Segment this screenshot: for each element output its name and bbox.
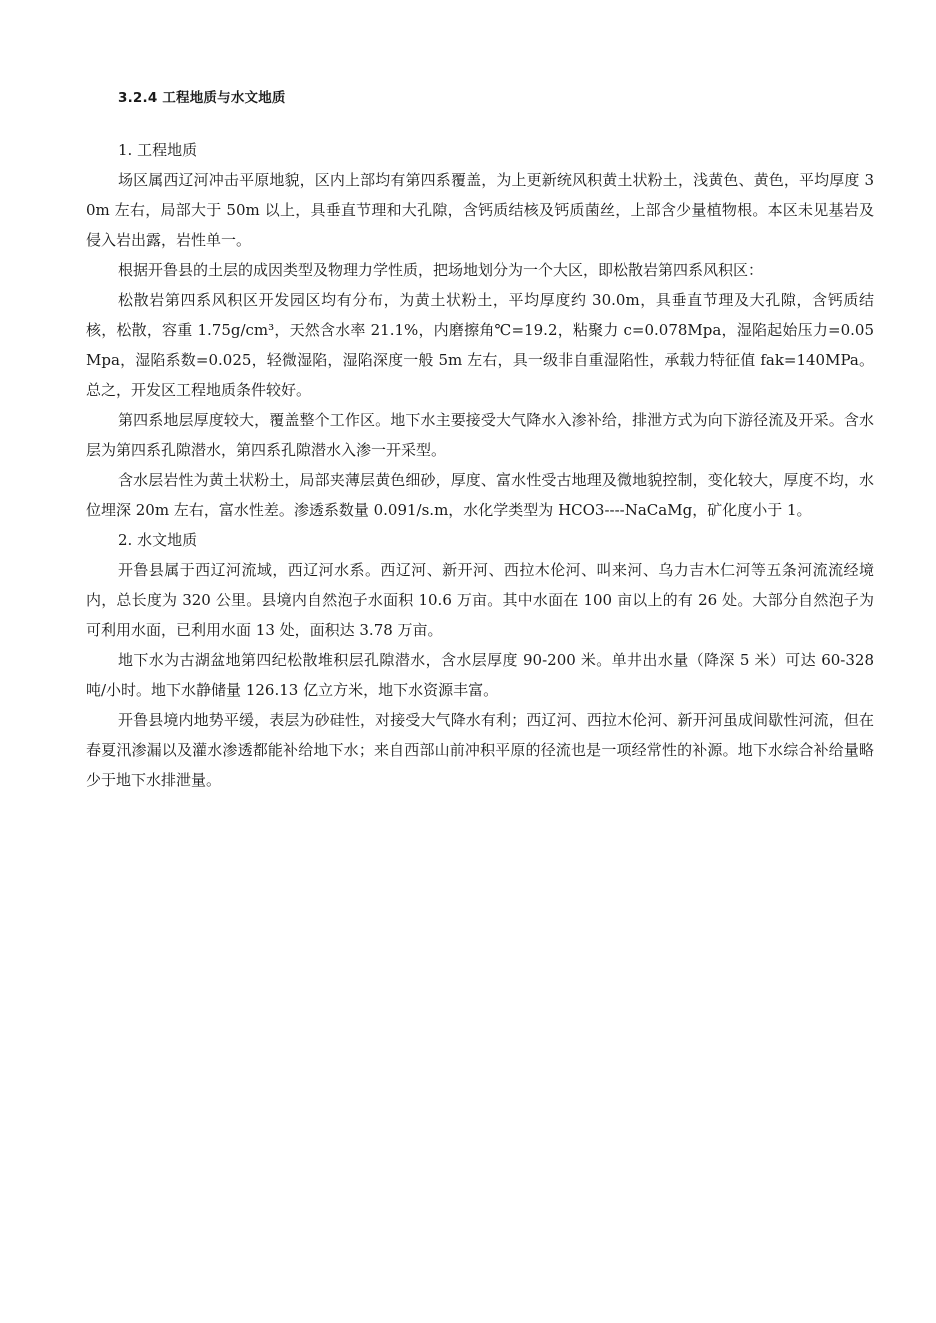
hydrology-heading: 2. 水文地质: [118, 531, 198, 549]
engineering-paragraph: 含水层岩性为黄土状粉土，局部夹薄层黄色细砂，厚度、富水性受古地理及微地貌控制，变化较大，厚度不均，水位埋深 20m 左右，富水性差。渗透系数量 0.091/s.m，水化学类型为 HCO3----NaCaMg，矿化度小于 1。: [86, 471, 874, 519]
hydrology-paragraph: 开鲁县境内地势平缓，表层为砂硅性，对接受大气降水有利；西辽河、西拉木伦河、新开河虽成间歇性河流，但在春夏汛渗漏以及灌水渗透都能补给地下水；来自西部山前冲积平原的径流也是一项经常性的补源。地下水综合补给量略少于地下水排泄量。: [86, 711, 874, 789]
document-page: [86, 84, 874, 795]
engineering-paragraph: 松散岩第四系风积区开发园区均有分布，为黄土状粉土，平均厚度约 30.0m，具垂直节理及大孔隙，含钙质结核，松散，容重 1.75g/cm³，天然含水率 21.1%，内磨擦角℃=19.2，粘聚力 c=0.078Mpa，湿陷起始压力=0.05Mpa，湿陷系数=0.025，轻微湿陷，湿陷深度一般 5m 左右，具一级非自重湿陷性，承载力特征值 fak=140MPa。总之，开发区工程地质条件较好。: [86, 291, 874, 399]
hydrology-paragraph: 地下水为古湖盆地第四纪松散堆积层孔隙潜水，含水层厚度 90-200 米。单井出水量（降深 5 米）可达 60-328 吨/小时。地下水静储量 126.13 亿立方米，地下水资源丰富。: [86, 651, 874, 699]
engineering-paragraph: 场区属西辽河冲击平原地貌，区内上部均有第四系覆盖，为上更新统风积黄土状粉土，浅黄色、黄色，平均厚度 30m 左右，局部大于 50m 以上，具垂直节理和大孔隙，含钙质结核及钙质菌丝，上部含少量植物根。本区未见基岩及侵入岩出露，岩性单一。: [86, 171, 874, 249]
engineering-heading: 1. 工程地质: [118, 141, 198, 159]
engineering-paragraph: 第四系地层厚度较大，覆盖整个工作区。地下水主要接受大气降水入渗补给，排泄方式为向下游径流及开采。含水层为第四系孔隙潜水，第四系孔隙潜水入渗一开采型。: [86, 411, 874, 459]
hydrology-paragraph: 开鲁县属于西辽河流域，西辽河水系。西辽河、新开河、西拉木伦河、叫来河、乌力吉木仁河等五条河流流经境内，总长度为 320 公里。县境内自然泡子水面积 10.6 万亩。其中水面在 100 亩以上的有 26 处。大部分自然泡子为可利用水面，已利用水面 13 处，面积达 3.78 万亩。: [86, 561, 874, 639]
engineering-paragraph: 根据开鲁县的土层的成因类型及物理力学性质，把场地划分为一个大区，即松散岩第四系风积区：: [118, 261, 764, 279]
section-title: 3.2.4 工程地质与水文地质: [118, 90, 286, 106]
